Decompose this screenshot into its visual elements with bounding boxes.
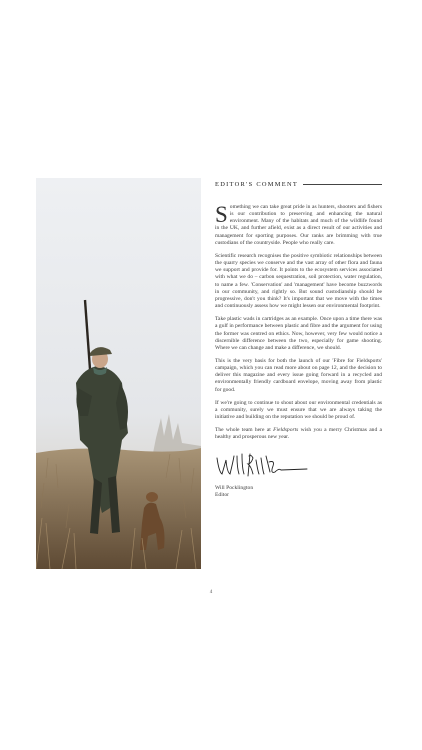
editor-name: Will Pocklington xyxy=(215,484,254,491)
paragraph-6-tail: wish you a merry Christmas and a healthy and prosperous new year. xyxy=(215,427,382,441)
drop-cap: S xyxy=(215,202,228,227)
hunter-with-shotgun-and-dog-image xyxy=(36,178,201,569)
paragraph-1 xyxy=(215,204,382,247)
page-number: 4 xyxy=(209,590,213,595)
heading-row xyxy=(215,178,382,190)
paragraph-2: Scientific research recognises the positive symbiotic relationships between the quarry species we conserve and the vast array of other flora and fauna we support and provide for. It points to the ecosystem services associated with what we do – carbon sequestration, soil protection, water regulation, to name a few. 'Conservation' and 'management' have become buzzwords in our community, and rightly so. But sound custodianship should be progressive, don't you think? It's important that we move with the times and continuously assess how we might lessen our environmental footprint. xyxy=(215,252,382,310)
editor-photo xyxy=(36,178,201,569)
paragraph-3: Take plastic wads in cartridges as an example. Once upon a time there was a gulf in performance between plastic and fibre and the argument for using the former was centred on ethics. Now, however, very few would notice a discernible difference between the two, especially for game shooting. Where we can change and make a difference, we should. xyxy=(215,316,382,351)
paragraph-1-text: omething we can take great pride in as hunters, shooters and fishers is our contribution to preserving and enhancing the natural environment. Many of the habitats and much of the wildlife found in the UK, and further afield, exist as a direct result of our activities and management for sporting purposes. Our ranks are brimming with true custodians of the countryside. People who really care. xyxy=(215,204,382,246)
section-heading: EDITOR'S COMMENT xyxy=(215,180,299,188)
paragraph-6-lead: The whole team here at xyxy=(215,427,274,434)
editor-role: Editor xyxy=(215,492,229,499)
paragraph-4: This is the very basis for both the launch of our 'Fibre for Fieldsports' campaign, which you can read more about on page 12, and the decision to deliver this magazine and every issue going forward in a recycled and environmentally friendly cardboard envelope, moving away from plastic for good. xyxy=(215,357,382,393)
handwritten-signature xyxy=(215,450,315,480)
magazine-name: Fieldsports xyxy=(273,427,299,434)
heading-rule xyxy=(303,184,382,185)
editors-comment-column xyxy=(215,178,382,500)
paragraph-6 xyxy=(215,427,382,441)
paragraph-5: If we're going to continue to shout about our environmental credentials as a community, surely we must ensure that we are always taking the initiative and building on the reputation we should be proud of. xyxy=(215,399,382,421)
